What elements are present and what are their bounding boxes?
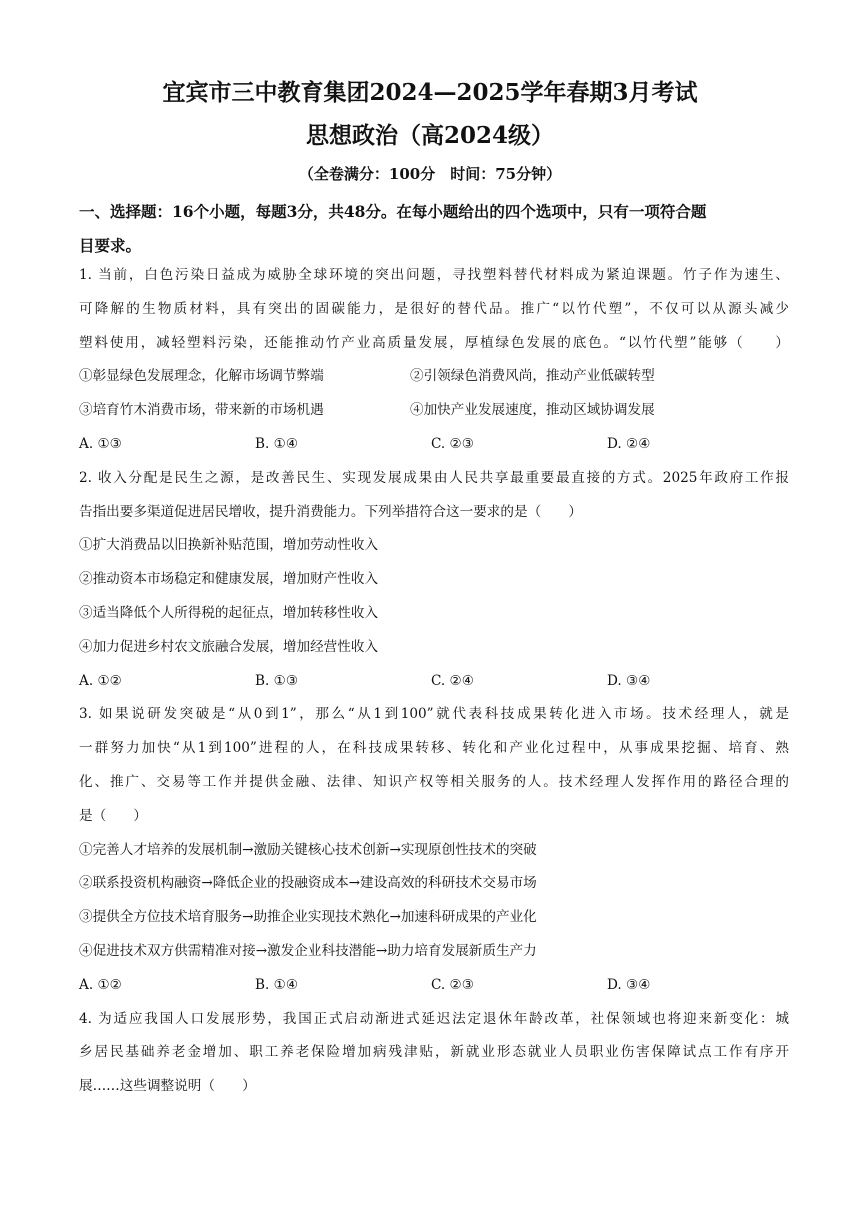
- question-stem-line: 告指出要多渠道促进居民增收，提升消费能力。下列举措符合这一要求的是（ ）: [79, 503, 582, 520]
- answer-choices: [79, 969, 789, 1003]
- answer-choice-c: C. ②③: [431, 435, 474, 452]
- section-heading-line: 一、选择题：16个小题，每题3分，共48分。在每小题给出的四个选项中，只有一项符合题: [79, 202, 707, 221]
- question-stem-line: 可降解的生物质材料，具有突出的固碳能力，是很好的替代品。推广“以竹代塑”，不仅可以从源头减少: [79, 300, 789, 317]
- answer-choice-a: A. ①②: [79, 976, 122, 993]
- option-item: ②联系投资机构融资→降低企业的投融资成本→建设高效的科研技术交易市场: [79, 875, 537, 892]
- question-stem-line: 一群努力加快“从1到100”进程的人，在科技成果转移、转化和产业化过程中，从事成果挖掘、培育、熟: [79, 740, 789, 757]
- answer-choice-b: B. ①④: [255, 976, 299, 993]
- answer-choices: [79, 665, 789, 699]
- option-item: ②引领绿色消费风尚，推动产业低碳转型: [410, 368, 655, 385]
- option-item: ①完善人才培养的发展机制→激励关键核心技术创新→实现原创性技术的突破: [79, 841, 537, 858]
- answer-choices: [79, 428, 789, 462]
- option-item: ④促进技术双方供需精准对接→激发企业科技潜能→助力培育发展新质生产力: [79, 942, 537, 959]
- answer-choice-d: D. ③④: [607, 976, 651, 993]
- option-row: [79, 394, 789, 428]
- answer-choice-c: C. ②③: [431, 976, 474, 993]
- answer-choice-d: D. ③④: [607, 672, 651, 689]
- section-heading-line: 目要求。: [79, 236, 142, 255]
- answer-choice-c: C. ②④: [431, 672, 474, 689]
- answer-choice-a: A. ①③: [79, 435, 122, 452]
- exam-title: 宜宾市三中教育集团2024—2025学年春期3月考试: [162, 79, 698, 106]
- option-item: ①彰显绿色发展理念，化解市场调节弊端: [79, 368, 324, 385]
- section-heading: [79, 195, 789, 263]
- answer-choice-a: A. ①②: [79, 672, 122, 689]
- question-stem-line: 展……这些调整说明（ ）: [79, 1078, 256, 1095]
- answer-choice-b: B. ①③: [255, 672, 299, 689]
- question-2: [79, 462, 789, 699]
- option-item: ①扩大消费品以旧换新补贴范围，增加劳动性收入: [79, 537, 379, 554]
- question-stem-line: 是（ ）: [79, 807, 147, 824]
- question-stem-line: 4. 为适应我国人口发展形势，我国正式启动渐进式延迟法定退休年龄改革，社保领域也将迎来新变化：城: [79, 1010, 789, 1027]
- option-item: ④加快产业发展速度，推动区域协调发展: [410, 402, 655, 419]
- question-4: [79, 1003, 789, 1104]
- question-stem-line: 2. 收入分配是民生之源，是改善民生、实现发展成果由人民共享最重要最直接的方式。2025年政府工作报: [79, 469, 789, 486]
- exam-subject: 思想政治（高2024级）: [305, 122, 554, 149]
- option-row: [79, 360, 789, 394]
- option-item: ②推动资本市场稳定和健康发展，增加财产性收入: [79, 571, 379, 588]
- question-stem-line: 塑料使用，减轻塑料污染，还能推动竹产业高质量发展，厚植绿色发展的底色。“以竹代塑”能够（ ）: [79, 334, 789, 351]
- question-stem-line: 1. 当前，白色污染日益成为威胁全球环境的突出问题，寻找塑料替代材料成为紧迫课题。竹子作为速生、: [79, 267, 789, 283]
- answer-choice-b: B. ①④: [255, 435, 299, 452]
- answer-choice-d: D. ②④: [607, 435, 651, 452]
- option-item: ④加力促进乡村农文旅融合发展，增加经营性收入: [79, 638, 379, 655]
- question-stem-line: 3. 如果说研发突破是“从0到1”，那么“从1到100”就代表科技成果转化进入市场。技术经理人，就是: [79, 706, 789, 723]
- option-item: ③适当降低个人所得税的起征点，增加转移性收入: [79, 604, 379, 621]
- question-1: [79, 259, 789, 462]
- question-stem-line: 化、推广、交易等工作并提供金融、法律、知识产权等相关服务的人。技术经理人发挥作用的路径合理的: [79, 773, 789, 790]
- option-item: ③提供全方位技术培育服务→助推企业实现技术熟化→加速科研成果的产业化: [79, 909, 537, 926]
- exam-meta: （全卷满分：100分 时间：75分钟）: [298, 165, 562, 183]
- option-item: ③培育竹木消费市场，带来新的市场机遇: [79, 402, 324, 419]
- question-3: [79, 698, 789, 1002]
- question-stem-line: 乡居民基础养老金增加、职工养老保险增加病残津贴，新就业形态就业人员职业伤害保障试点工作有序开: [79, 1044, 789, 1061]
- question-list: [79, 259, 789, 1104]
